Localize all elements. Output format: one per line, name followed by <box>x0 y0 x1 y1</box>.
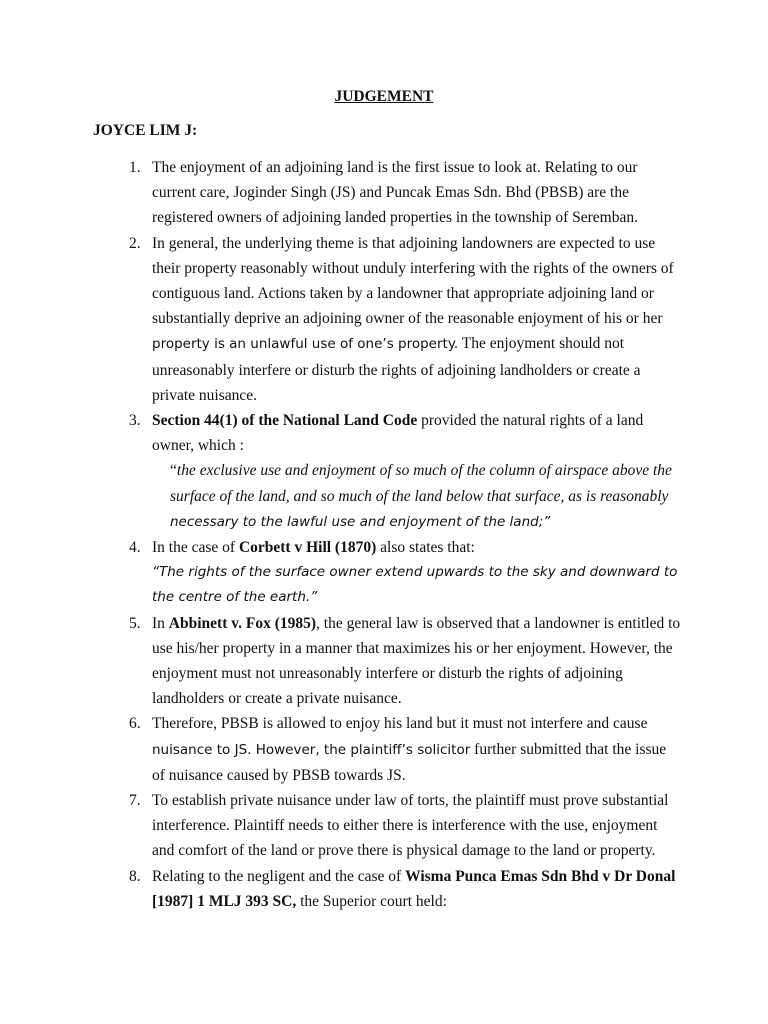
judgement-paragraphs <box>0 155 768 914</box>
case-quote: “The rights of the surface owner extend upwards to the sky and downward to the centre of the earth.” <box>152 564 678 606</box>
paragraph-text-part: provided the natural rights of a land owner, which : <box>152 412 644 455</box>
paragraph-number: 1. <box>129 159 141 176</box>
paragraph-6 <box>0 711 682 788</box>
paragraph-number: 7. <box>129 792 141 810</box>
paragraph-text <box>152 715 666 783</box>
paragraph-3 <box>0 408 682 535</box>
paragraph-number: 8. <box>129 867 141 885</box>
document-title: JUDGEMENT <box>334 88 434 105</box>
statute-quote <box>152 458 682 535</box>
quote-open-mark: “ <box>170 462 177 480</box>
paragraph-text-part: In the case of <box>152 539 239 557</box>
paragraph-text-part: also states that: <box>376 539 475 557</box>
paragraph-number: 3. <box>129 412 141 430</box>
paragraph-text-part: The enjoyment should not unreasonably interfere or disturb the rights of adjoining landholders or create a private nuisance. <box>152 335 641 404</box>
paragraph-number: 2. <box>129 234 141 252</box>
paragraph-text: The enjoyment of an adjoining land is the first issue to look at. Relating to our current care, Joginder Singh (JS) and Puncak Emas Sdn. Bhd (PBSB) are the registered owners of adjoining landed properties in the township of Seremban. <box>152 159 638 227</box>
paragraph-text-part: Relating to the negligent and the case of <box>152 867 406 885</box>
paragraph-text-part: the Superior court held: <box>296 892 447 910</box>
paragraph-4 <box>0 535 682 611</box>
paragraph-text: To establish private nuisance under law of torts, the plaintiff must prove substantial interference. Plaintiff needs to either there is interference with the use, enjoyment and comfort of the land or prove there is physical damage to the land or property. <box>152 792 669 860</box>
paragraph-text <box>152 412 643 454</box>
paragraph-number: 4. <box>129 539 141 557</box>
paragraph-number: 5. <box>129 614 141 632</box>
paragraph-text-part: nuisance to JS. However, the plaintiff’s solicitor <box>152 741 471 758</box>
paragraph-text <box>152 539 475 556</box>
quote-text-end: necessary to the lawful use and enjoyment of the land;” <box>170 513 551 530</box>
statute-citation: Section 44(1) of the National Land Code <box>152 412 418 430</box>
case-citation: Wisma Punca Emas Sdn Bhd v Dr Donal [1987] 1 MLJ 393 SC, <box>152 867 676 910</box>
judge-name: JOYCE LIM J: <box>93 122 198 139</box>
paragraph-text-part: , the general law is observed that a landowner is entitled to use his/her property in a manner that maximizes his or her enjoyment. However, the enjoyment must not unreasonably interfere or disturb the rights of adjoining landholders or create a private nuisance. <box>152 614 681 708</box>
paragraph-5 <box>0 611 682 712</box>
case-citation: Abbinett v. Fox (1985) <box>168 614 317 632</box>
paragraph-2 <box>0 231 682 408</box>
paragraph-8 <box>0 864 682 914</box>
paragraph-text <box>152 615 680 708</box>
paragraph-text <box>152 235 674 404</box>
case-citation: Corbett v Hill (1870) <box>238 539 377 557</box>
paragraph-text-part: further submitted that the issue of nuisance caused by PBSB towards JS. <box>152 740 667 784</box>
paragraph-text-part: In <box>152 614 169 632</box>
paragraph-7 <box>0 788 682 864</box>
paragraph-1 <box>0 155 682 231</box>
quote-text: the exclusive use and enjoyment of so much of the column of airspace above the surface of the land, and so much of the land below that surface, as is reasonably <box>170 462 672 505</box>
paragraph-text-part: Therefore, PBSB is allowed to enjoy his land but it must not interfere and cause <box>152 715 648 733</box>
paragraph-text-part: In general, the underlying theme is that adjoining landowners are expected to use their property reasonably without unduly interfering with the rights of the owners of contiguous land. Actions taken by a landowner that appropriate adjoining land or substantially deprive an adjoining owner of the reasonable enjoyment of his or her <box>152 234 674 328</box>
paragraph-number: 6. <box>129 715 141 733</box>
paragraph-text-part: property is an unlawful use of one’s property. <box>152 336 459 353</box>
paragraph-text <box>152 868 675 910</box>
